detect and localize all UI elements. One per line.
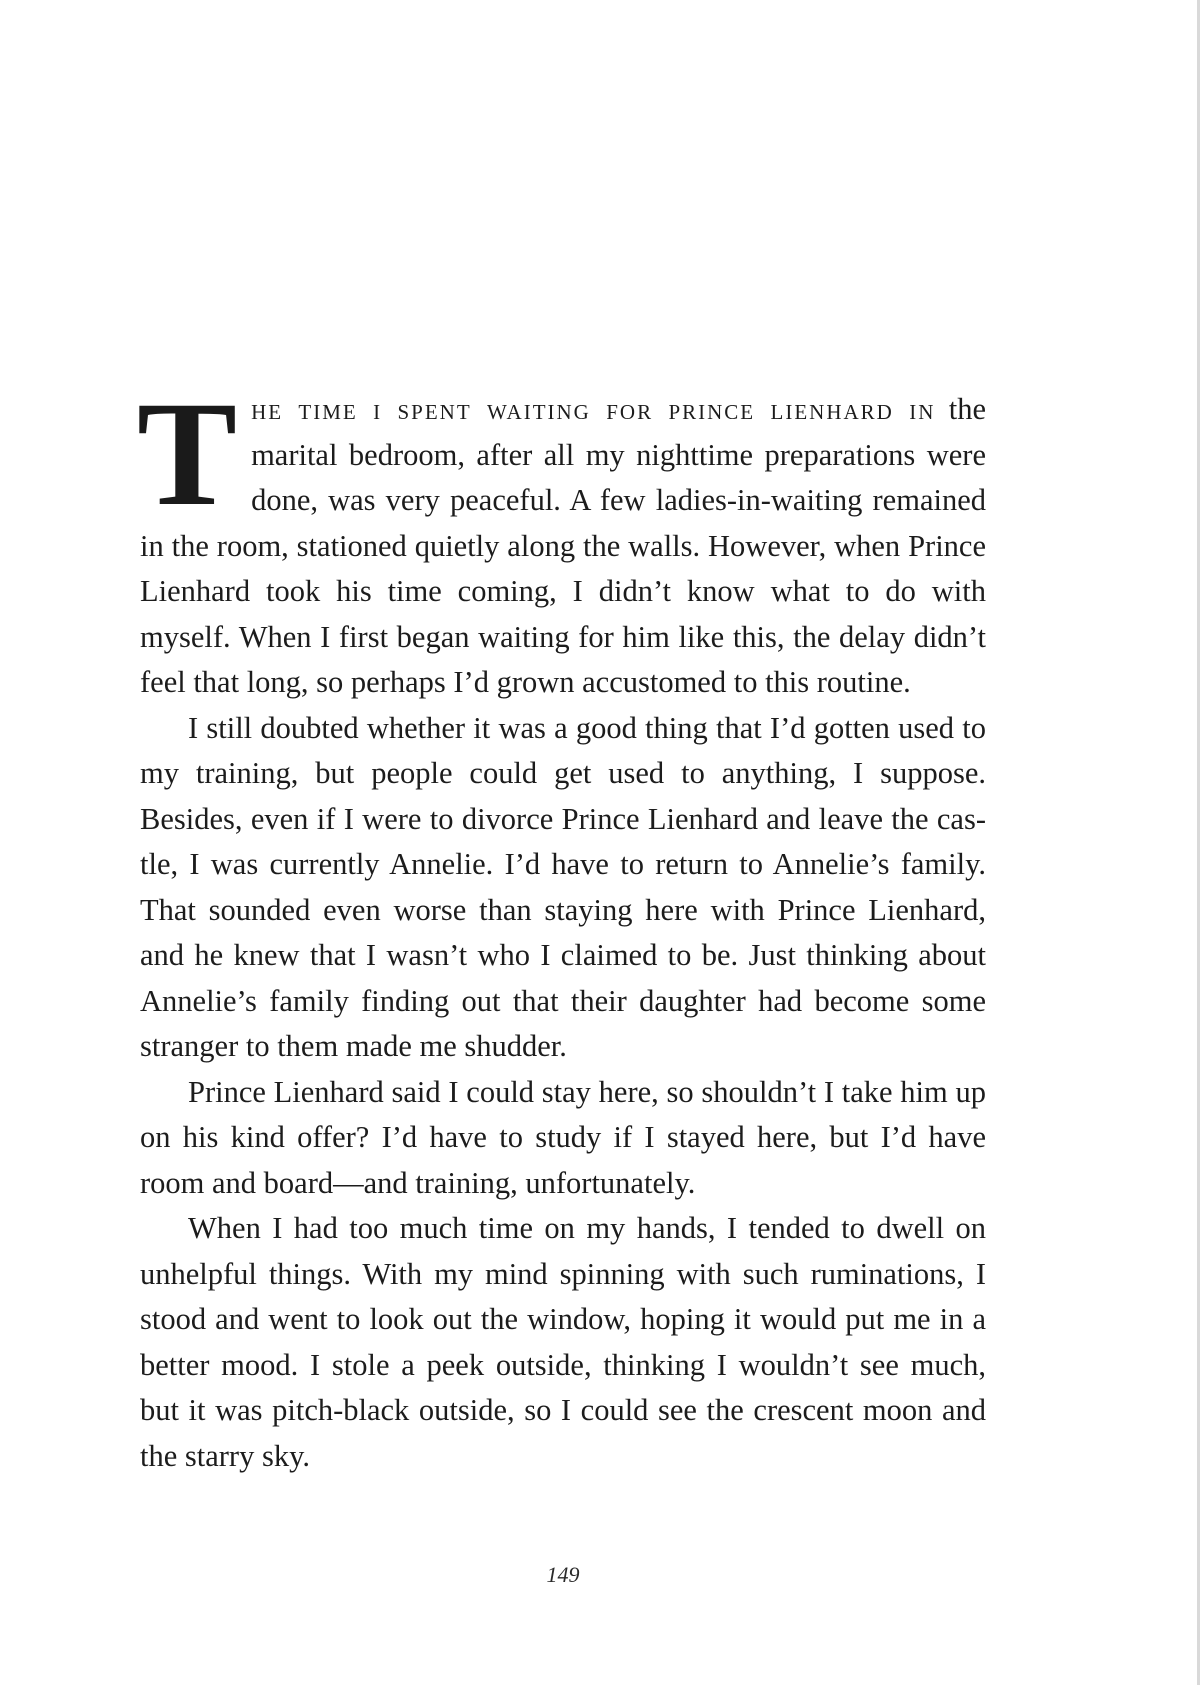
small-caps-lead-in: he time i spent waiting for prince lienhard in <box>251 392 936 426</box>
opening-paragraph-text: the marital bedroom, after all my nighttime preparations were done, was very peaceful. A few ladies-in-waiting remained in the room, stationed quietly along the walls. However, when Prince Lienhard took his time coming, I didn’t know what to do with myself. When I first began waiting for him like this, the delay didn’t feel that long, so perhaps I’d grown accustomed to this routine. <box>140 392 986 699</box>
paragraph-3: Prince Lienhard said I could stay here, so shouldn’t I take him up on his kind offer? I’d have to study if I stayed here, but I’d have room and board—and training, unfortunately. <box>140 1074 986 1200</box>
page-number: 149 <box>546 1562 580 1587</box>
paragraph-4: When I had too much time on my hands, I tended to dwell on unhelpful things. With my mind spinning with such ruminations, I stood and went to look out the window, hoping it would put me in a better mood. I stole a peek outside, thinking I wouldn’t see much, but it was pitch-black outside, so I could see the crescent moon and the starry sky. <box>140 1211 986 1473</box>
body-text <box>137 371 986 1479</box>
drop-cap: T <box>137 371 238 537</box>
opening-paragraph <box>137 371 986 706</box>
paragraph-2: I still doubted whether it was a good thing that I’d gotten used to my training, but people could get used to anything, I suppose. Besides, even if I were to divorce Prince Lienhard and leave the cas-tle, I was currently Annelie. I’d have to return to Annelie’s family. That sounded even worse than staying here with Prince Lienhard, and he knew that I wasn’t who I claimed to be. Just thinking about Annelie’s family finding out that their daughter had become some stranger to them made me shudder. <box>140 710 986 1063</box>
